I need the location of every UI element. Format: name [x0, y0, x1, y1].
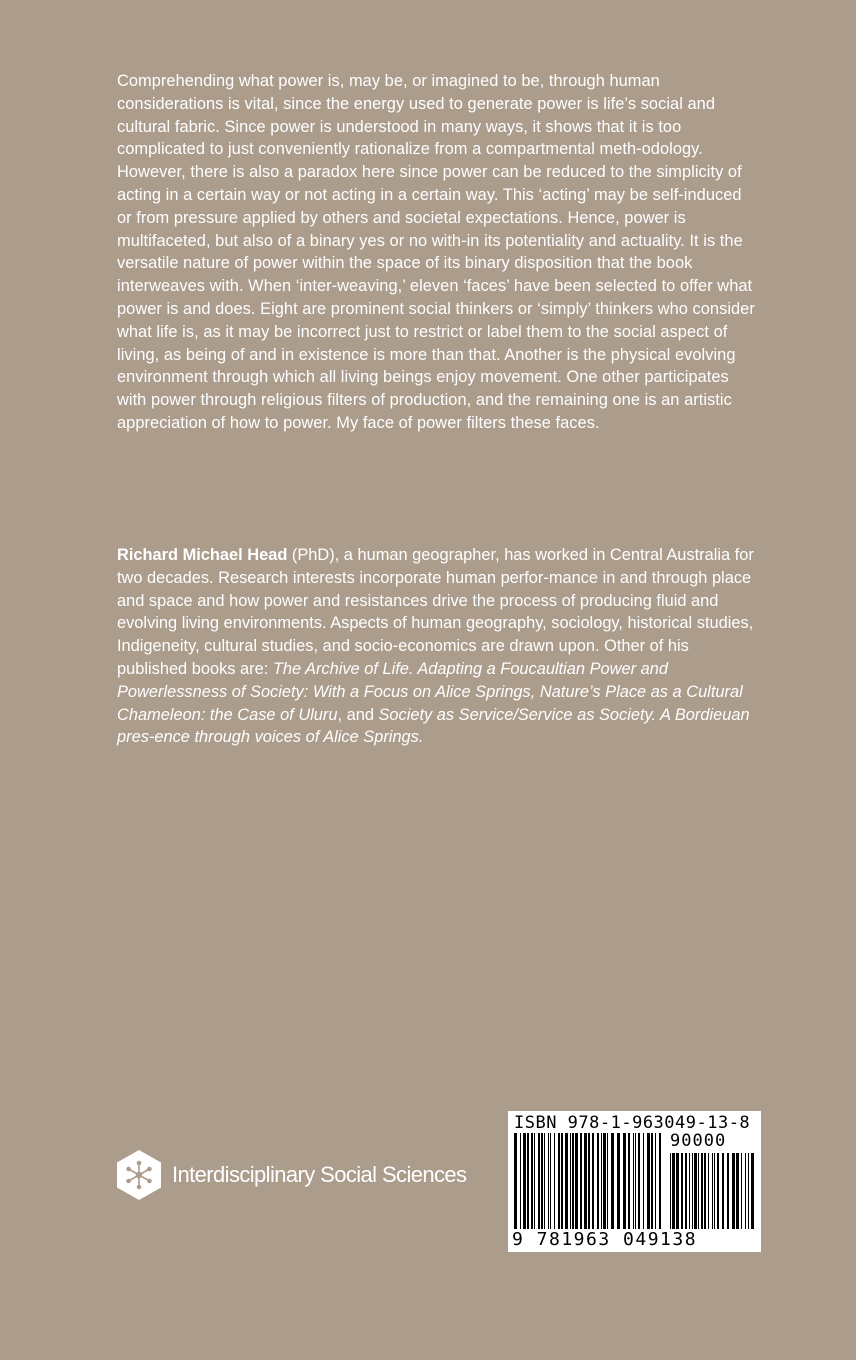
isbn-barcode [508, 1111, 761, 1252]
hexagon-network-icon [116, 1149, 162, 1201]
addon-bars [670, 1153, 758, 1233]
isbn-digits: 9 781963 049138 [512, 1229, 698, 1250]
author-name: Richard Michael Head [117, 546, 288, 564]
back-cover-blurb [117, 70, 757, 435]
ean13-bars [514, 1133, 666, 1233]
bio-text-2: , and [337, 705, 379, 724]
book-titles-1: The Archive of Life. Adapting a Foucaultian Power and Powerlessness of Society: With a Focus on Alice Springs, Nature’s Place as a Cultural Chameleon: the Case of Uluru [117, 659, 743, 724]
publisher-logo [116, 1150, 466, 1200]
author-bio [117, 544, 757, 749]
bio-paragraph [117, 544, 757, 749]
isbn-label: ISBN 978-1-963049-13-8 [514, 1113, 751, 1133]
publisher-name: Interdisciplinary Social Sciences [172, 1162, 467, 1187]
bio-text-1: (PhD), a human geographer, has worked in Central Australia for two decades. Research interests incorporate human perfor-mance in and through place and space and how power and resistances drive the process of producing fluid and evolving living environments. Aspects of human geography, sociology, historical studies, Indigeneity, cultural studies, and socio-economics are drawn upon. Other of his published books are: [117, 546, 754, 678]
book-title-2: Society as Service/Service as Society. A Bordieuan pres-ence through voices of Alice Springs. [117, 705, 750, 747]
blurb-text: Comprehending what power is, may be, or imagined to be, through human considerations is vital, since the energy used to generate power is life’s social and cultural fabric. Since power is understood in many ways, it shows that it is too complicated to just conveniently rationalize from a compartmental meth-odology. However, there is also a paradox here since power can be reduced to the simplicity of acting in a certain way or not acting in a certain way. This ‘acting’ may be self-induced or from pressure applied by others and societal expectations. Hence, power is multifaceted, but also of a binary yes or no with-in its potentiality and actuality. It is the versatile nature of power within the space of its binary disposition that the book interweaves with. When ‘inter-weaving,’ eleven ‘faces’ have been selected to offer what power is and does. Eight are prominent social thinkers or ‘simply’ thinkers who consider what life is, as it may be incorrect just to restrict or label them to the social aspect of living, as being of and in existence is more than that. Another is the physical evolving environment through which all living beings enjoy movement. One other participates with power through religious filters of production, and the remaining one is an artistic appreciation of how to power. My face of power filters these faces. [117, 72, 755, 432]
price-code: 90000 [670, 1131, 727, 1151]
